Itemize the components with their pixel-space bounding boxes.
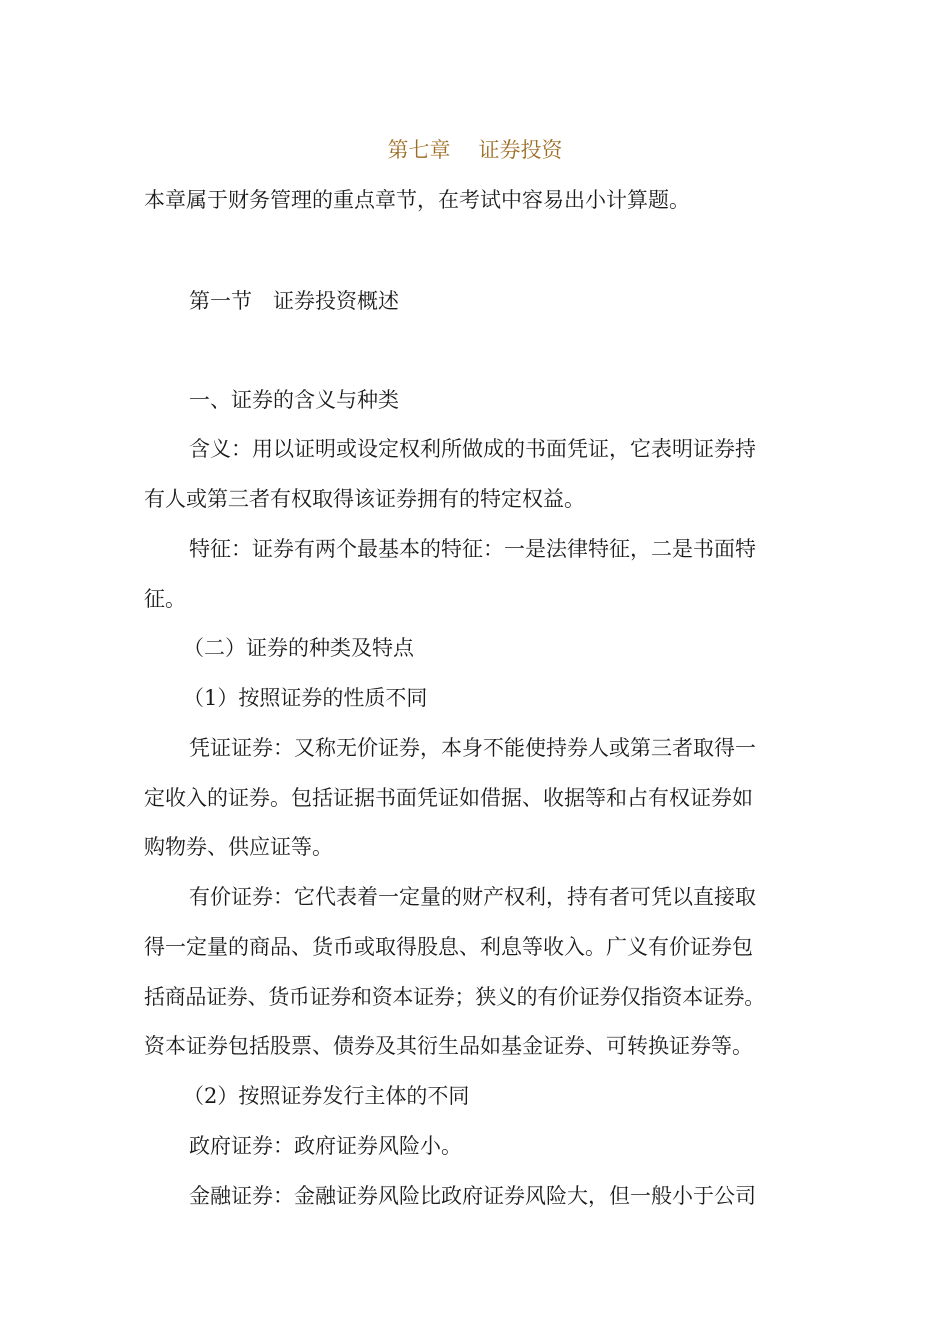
chapter-number: 第七章 bbox=[387, 138, 451, 162]
paragraph-line: 金融证券：金融证券风险比政府证券风险大，但一般小于公司 bbox=[189, 1184, 756, 1208]
paragraph-line: 征。 bbox=[144, 587, 186, 611]
paragraph-line: 特征：证券有两个最基本的特征：一是法律特征，二是书面特 bbox=[189, 537, 756, 561]
list-heading: （2）按照证券发行主体的不同 bbox=[183, 1084, 470, 1108]
paragraph-line: 定收入的证券。包括证据书面凭证如借据、收据等和占有权证券如 bbox=[144, 786, 753, 810]
paragraph-line: 有价证券：它代表着一定量的财产权利，持有者可凭以直接取 bbox=[189, 885, 756, 909]
paragraph-line: 括商品证券、货币证券和资本证券；狭义的有价证券仅指资本证券。 bbox=[144, 985, 765, 1009]
paragraph-line: 资本证券包括股票、债券及其衍生品如基金证券、可转换证券等。 bbox=[144, 1034, 753, 1058]
paragraph-line: 购物券、供应证等。 bbox=[144, 835, 333, 859]
chapter-title bbox=[0, 136, 950, 164]
list-heading: （1）按照证券的性质不同 bbox=[183, 686, 428, 710]
chapter-name: 证券投资 bbox=[478, 138, 563, 162]
subsection-heading: （二）证券的种类及特点 bbox=[183, 636, 414, 660]
paragraph-line: 含义：用以证明或设定权利所做成的书面凭证，它表明证券持 bbox=[189, 437, 756, 461]
section-heading: 第一节 证券投资概述 bbox=[189, 289, 399, 313]
paragraph-line: 政府证券：政府证券风险小。 bbox=[189, 1134, 462, 1158]
paragraph-line: 得一定量的商品、货币或取得股息、利息等收入。广义有价证券包 bbox=[144, 935, 753, 959]
paragraph-line: 凭证证券：又称无价证券，本身不能使持券人或第三者取得一 bbox=[189, 736, 756, 760]
paragraph-line: 有人或第三者有权取得该证券拥有的特定权益。 bbox=[144, 487, 585, 511]
chapter-intro: 本章属于财务管理的重点章节，在考试中容易出小计算题。 bbox=[144, 188, 690, 212]
subsection-heading: 一、证券的含义与种类 bbox=[189, 388, 399, 412]
